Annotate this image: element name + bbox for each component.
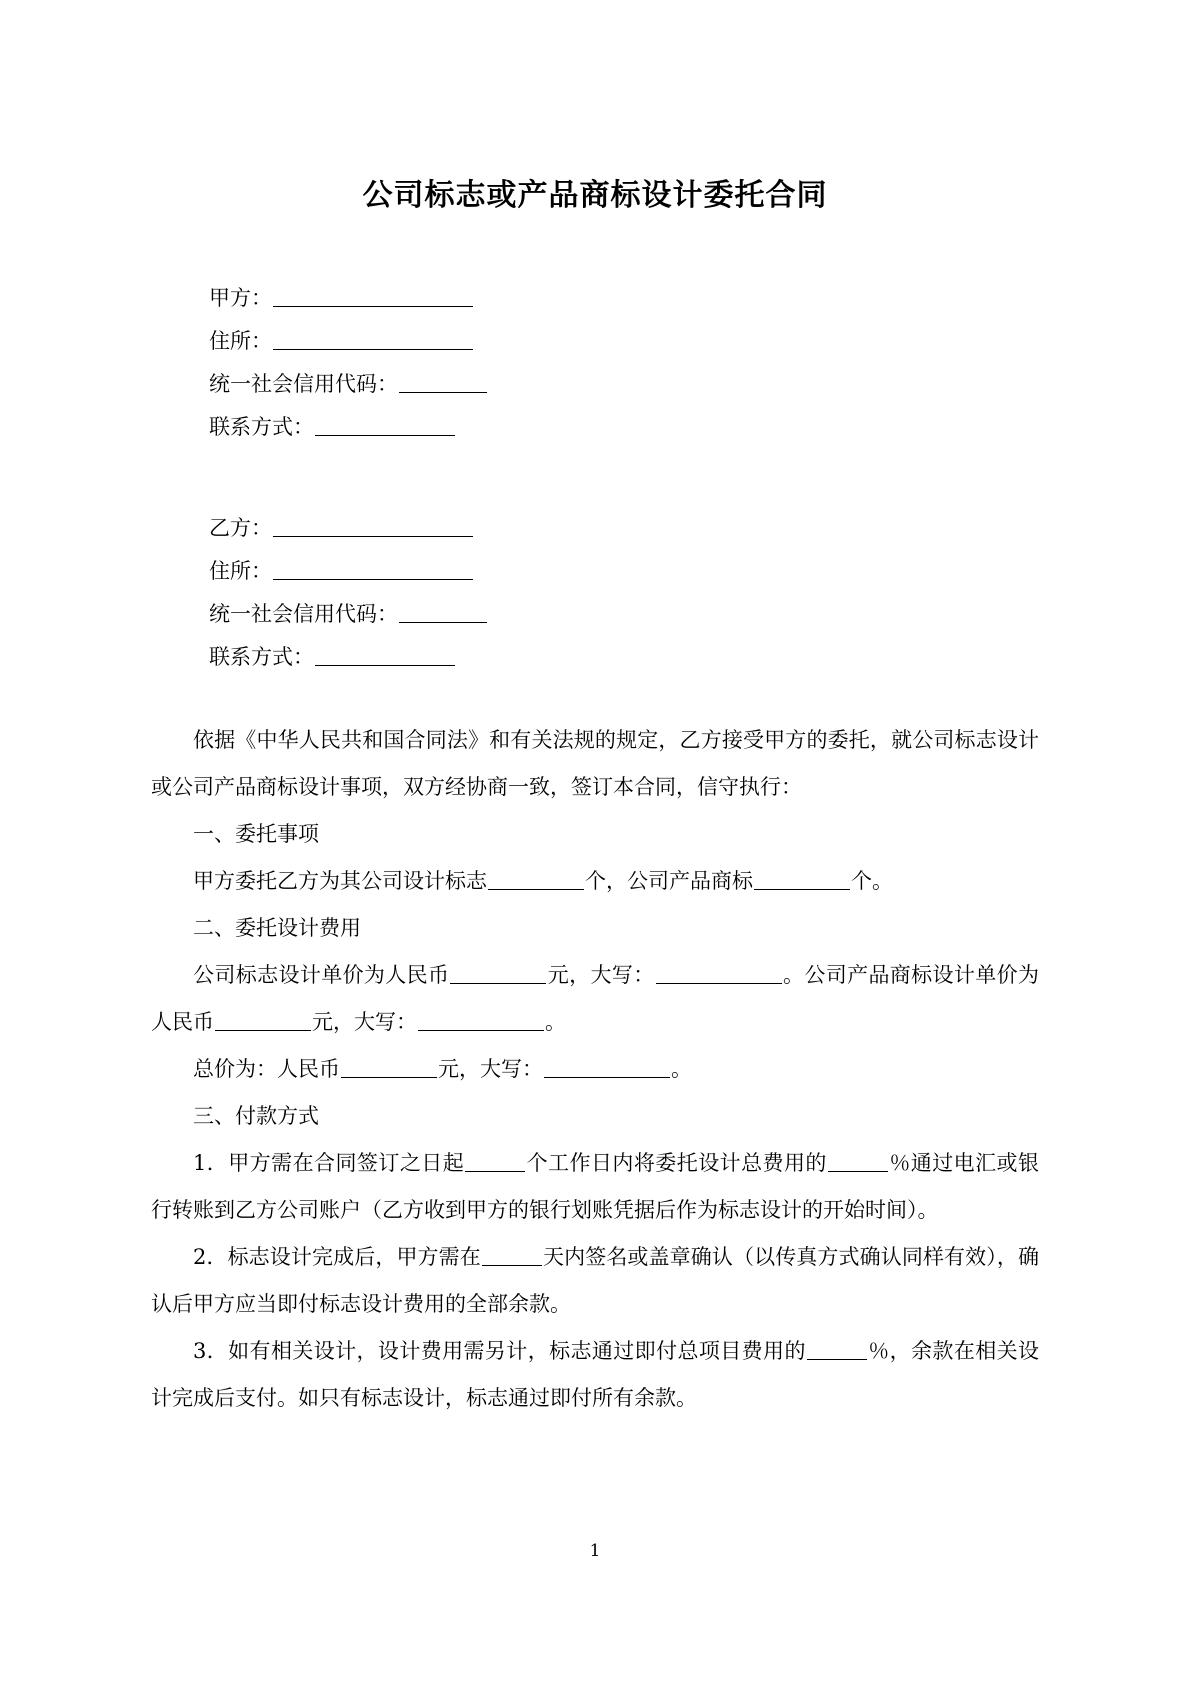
logo-fee-text-d: 元，大写：	[312, 1010, 417, 1034]
trademark-unit-price-words-input[interactable]	[418, 1010, 544, 1031]
party-a-contact-label: 联系方式：	[209, 415, 314, 439]
party-a-credit-code-row	[209, 363, 1039, 406]
payment-item-2	[151, 1234, 1039, 1328]
total-text-a: 总价为：人民币	[193, 1057, 340, 1081]
section-1-text-b: 个，公司产品商标	[585, 869, 753, 893]
preamble-paragraph: 依据《中华人民共和国合同法》和有关法规的规定，乙方接受甲方的委托，就公司标志设计或公司产品商标设计事项，双方经协商一致，签订本合同，信守执行：	[151, 728, 1039, 799]
logo-fee-text-a: 公司标志设计单价为人民币	[193, 963, 450, 987]
section-1-heading: 一、委托事项	[193, 822, 319, 846]
logo-fee-text-b: 元，大写：	[547, 963, 655, 987]
logo-fee-text-c: 。公司产品商标设计单价为人民币	[151, 963, 1040, 1034]
logo-count-input[interactable]	[488, 869, 584, 890]
total-price-words-input[interactable]	[544, 1057, 670, 1078]
logo-unit-price-input[interactable]	[450, 963, 546, 984]
page-number: 1	[589, 1541, 601, 1561]
party-a-contact-row	[209, 406, 1039, 449]
contract-body	[151, 717, 1039, 1422]
party-b-contact-row	[209, 636, 1039, 679]
section-2-total-line	[151, 1046, 1039, 1093]
party-a-block	[151, 277, 1039, 449]
party-b-address-input[interactable]	[273, 559, 473, 580]
party-b-name-row	[209, 507, 1039, 550]
trademark-unit-price-input[interactable]	[215, 1010, 311, 1031]
logo-fee-text-e: 。	[545, 1010, 566, 1034]
party-b-name-input[interactable]	[273, 516, 473, 537]
total-text-c: 。	[671, 1057, 692, 1081]
payment-2-text-b: 天内签名或盖章确认（以传真方式确认同样有效），确认后甲方应当即付标志设计费用的全部余款。	[151, 1245, 1039, 1316]
party-b-name-label: 乙方：	[209, 516, 272, 540]
section-2-unit-price-line	[151, 952, 1039, 1046]
payment-item-1	[151, 1140, 1039, 1234]
section-3-heading: 三、付款方式	[193, 1104, 319, 1128]
payment-3-text-a: 3．如有相关设计，设计费用需另计，标志通过即付总项目费用的	[193, 1339, 806, 1363]
total-price-input[interactable]	[341, 1057, 437, 1078]
party-b-block	[151, 507, 1039, 679]
section-1-text-c: 个。	[851, 869, 893, 893]
party-a-address-label: 住所：	[209, 329, 272, 353]
confirm-days-input[interactable]	[482, 1245, 542, 1266]
party-b-contact-input[interactable]	[315, 645, 455, 666]
party-b-contact-label: 联系方式：	[209, 645, 314, 669]
total-text-b: 元，大写：	[438, 1057, 543, 1081]
working-days-input[interactable]	[465, 1151, 525, 1172]
advance-percent-input[interactable]	[828, 1151, 888, 1172]
logo-unit-price-words-input[interactable]	[656, 963, 782, 984]
party-b-credit-code-row	[209, 593, 1039, 636]
party-a-address-row	[209, 320, 1039, 363]
party-b-credit-code-label: 统一社会信用代码：	[209, 602, 398, 626]
payment-2-text-a: 2．标志设计完成后，甲方需在	[193, 1245, 481, 1269]
party-b-address-label: 住所：	[209, 559, 272, 583]
party-a-name-input[interactable]	[273, 286, 473, 307]
party-a-name-row	[209, 277, 1039, 320]
section-1-text-a: 甲方委托乙方为其公司设计标志	[193, 869, 487, 893]
party-a-contact-input[interactable]	[315, 415, 455, 436]
payment-item-3	[151, 1328, 1039, 1422]
section-1-line	[151, 858, 1039, 905]
payment-1-text-b: 个工作日内将委托设计总费用的	[526, 1151, 827, 1175]
document-content	[151, 0, 1039, 1422]
section-2-heading: 二、委托设计费用	[193, 916, 361, 940]
page-title: 公司标志或产品商标设计委托合同	[362, 178, 828, 213]
party-b-credit-code-input[interactable]	[399, 602, 487, 623]
payment-3-text-b: ％，余款在相关设计完成后支付。如只有标志设计，标志通过即付所有余款。	[151, 1339, 1040, 1410]
party-b-address-row	[209, 550, 1039, 593]
trademark-count-input[interactable]	[754, 869, 850, 890]
party-a-name-label: 甲方：	[209, 286, 272, 310]
payment-1-text-a: 1．甲方需在合同签订之日起	[193, 1151, 465, 1175]
party-a-address-input[interactable]	[273, 329, 473, 350]
payment-1-text-c: ％通过电汇或银行转账到乙方公司账户（乙方收到甲方的银行划账凭据后作为标志设计的开始时间）。	[151, 1151, 1039, 1222]
party-a-credit-code-label: 统一社会信用代码：	[209, 372, 398, 396]
project-percent-input[interactable]	[807, 1339, 867, 1360]
party-a-credit-code-input[interactable]	[399, 372, 487, 393]
